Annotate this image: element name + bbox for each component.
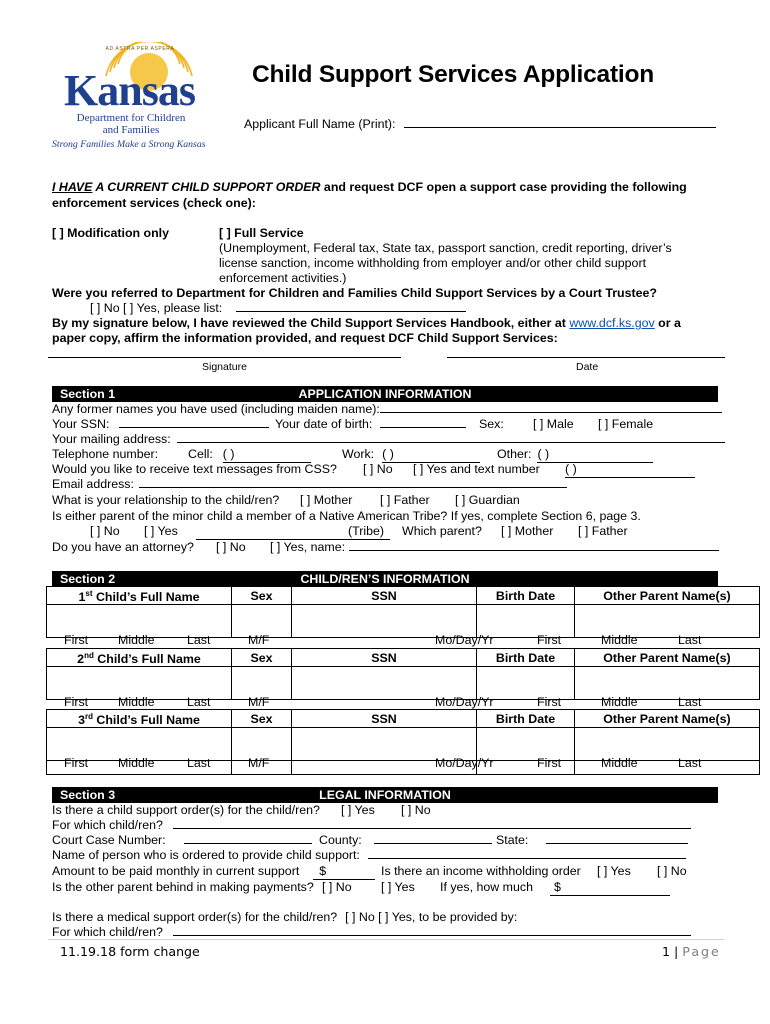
case-number-field[interactable]	[184, 833, 312, 844]
court-trustee-options	[90, 301, 466, 316]
child3-birth-header: Birth Date	[477, 710, 575, 728]
full-service-desc2: license sanction, income withholding from employer and/or other child support	[219, 256, 647, 270]
monthly-amount-field[interactable]	[313, 864, 375, 880]
section3-title: LEGAL INFORMATION	[319, 788, 451, 802]
logo-tagline: Strong Families Make a Strong Kansas	[52, 139, 206, 150]
for-which-children-field[interactable]	[173, 818, 691, 829]
tribe-no[interactable]: [ ] No	[90, 524, 120, 538]
court-trustee-question: Were you referred to Department for Children and Families Child Support Services by a Court Trustee?	[52, 286, 657, 300]
mailing-field[interactable]	[177, 432, 725, 443]
for-which-children-label: For which child/ren?	[52, 818, 163, 832]
child2-name-header: 2nd Child’s Full Name	[47, 649, 232, 667]
withholding-no[interactable]: [ ] No	[657, 864, 687, 878]
child2-mdy-hint: Mo/Day/Yr	[435, 695, 494, 709]
county-group	[319, 833, 492, 848]
date-line[interactable]	[447, 357, 725, 358]
tribe-question: Is either parent of the minor child a member of a Native American Tribe? If yes, complete Section 6, page 3.	[52, 509, 641, 523]
logo-dept-line2: and Families	[102, 124, 160, 136]
child1-op-middle-hint: Middle	[601, 633, 638, 647]
former-names-row	[52, 402, 722, 417]
email-field[interactable]	[139, 477, 567, 488]
footer-form-date: 11.19.18 form change	[60, 944, 200, 959]
for-which-children-2-row	[52, 925, 691, 940]
other-phone-label: Other:	[497, 447, 532, 461]
logo-arc-text: AD ASTRA PER ASPERA	[105, 46, 175, 52]
child3-other-parent-header: Other Parent Name(s)	[575, 710, 760, 728]
applicant-name-label: Applicant Full Name (Print):	[244, 117, 396, 131]
section3-header	[52, 787, 718, 803]
form-title: Child Support Services Application	[252, 61, 655, 88]
former-names-label: Any former names you have used (including maiden name):	[52, 402, 380, 416]
child3-mf-hint: M/F	[248, 756, 270, 770]
case-number-row	[52, 833, 312, 848]
medical-order-options[interactable]: [ ] No [ ] Yes, to be provided by:	[345, 910, 518, 924]
telephone-label: Telephone number:	[52, 447, 159, 461]
for-which-children-2-label: For which child/ren?	[52, 925, 163, 939]
withholding-question: Is there an income withholding order	[381, 864, 581, 878]
applicant-name-field[interactable]	[404, 117, 716, 128]
attorney-question: Do you have an attorney?	[52, 540, 194, 554]
section2-label: Section 2	[60, 572, 116, 586]
email-label: Email address:	[52, 477, 134, 491]
child2-op-last-hint: Last	[678, 695, 702, 709]
sig-text-b: or a	[654, 316, 681, 330]
other-phone-group	[497, 447, 653, 463]
logo-department	[76, 112, 186, 136]
tribe-field[interactable]	[196, 524, 390, 540]
child2-birth-header: Birth Date	[477, 649, 575, 667]
logo-dept-line1: Department for Children	[76, 112, 186, 124]
tribe-field-label: (Tribe)	[196, 524, 390, 540]
medical-order-text: Is there a medical support order(s) for the child/ren?	[52, 910, 338, 924]
text-messages-no[interactable]: [ ] No	[363, 462, 393, 476]
order-tail: and request DCF open a support case providing the following	[320, 180, 687, 194]
monthly-amount-label: Amount to be paid monthly in current support	[52, 864, 300, 878]
sex-female-option[interactable]: [ ] Female	[598, 417, 654, 431]
child1-header-row	[47, 587, 760, 605]
mailing-label: Your mailing address:	[52, 432, 171, 446]
text-messages-yes[interactable]: [ ] Yes and text number	[413, 462, 540, 476]
order-emphasis: I HAVE	[52, 180, 93, 194]
state-group	[496, 833, 688, 848]
ordered-person-label: Name of person who is ordered to provide child support:	[52, 848, 360, 862]
withholding-yes[interactable]: [ ] Yes	[597, 864, 631, 878]
which-parent-mother[interactable]: [ ] Mother	[501, 524, 554, 538]
child3-op-first-hint: First	[537, 756, 562, 770]
child3-header-row	[47, 710, 760, 728]
work-area-code: ( )	[382, 447, 394, 461]
child1-last-hint: Last	[187, 633, 211, 647]
court-trustee-field[interactable]	[236, 301, 466, 312]
order-rest: A CURRENT CHILD SUPPORT ORDER	[92, 180, 321, 194]
child1-op-first-hint: First	[537, 633, 562, 647]
child2-other-parent-header: Other Parent Name(s)	[575, 649, 760, 667]
child3-op-middle-hint: Middle	[601, 756, 638, 770]
child1-other-parent-header: Other Parent Name(s)	[575, 587, 760, 605]
how-much-label: If yes, how much	[440, 880, 533, 894]
which-parent-father[interactable]: [ ] Father	[578, 524, 628, 538]
work-label: Work:	[342, 447, 375, 461]
child1-first-hint: First	[64, 633, 89, 647]
applicant-name-row	[244, 117, 716, 131]
tribe-yes[interactable]: [ ] Yes	[144, 524, 178, 538]
page-word: Page	[682, 944, 721, 959]
dob-label: Your date of birth:	[275, 417, 373, 431]
text-messages-question: Would you like to receive text messages from CSS?	[52, 462, 337, 476]
which-parent-label: Which parent?	[402, 524, 482, 538]
sex-label: Sex:	[479, 417, 504, 431]
support-order-no[interactable]: [ ] No	[401, 803, 431, 817]
section1-label: Section 1	[60, 387, 116, 401]
dcf-website-link[interactable]: www.dcf.ks.gov	[569, 316, 655, 330]
footer-page-number	[662, 944, 721, 959]
child1-mdy-hint: Mo/Day/Yr	[435, 633, 494, 647]
for-which-children-row	[52, 818, 691, 833]
child1-table	[46, 586, 760, 638]
relationship-mother[interactable]: [ ] Mother	[300, 493, 353, 507]
ssn-field[interactable]	[119, 417, 269, 428]
child2-header-row	[47, 649, 760, 667]
child1-op-last-hint: Last	[678, 633, 702, 647]
child1-birth-header: Birth Date	[477, 587, 575, 605]
county-field[interactable]	[374, 833, 492, 844]
how-much-dollar: $	[550, 880, 670, 896]
monthly-amount-row	[52, 864, 375, 880]
attorney-yes[interactable]: [ ] Yes, name:	[270, 540, 346, 554]
mailing-row	[52, 432, 725, 447]
full-service-desc3: enforcement activities.)	[219, 271, 347, 285]
signature-statement-2: paper copy, affirm the information provided, and request DCF Child Support Services:	[52, 331, 558, 345]
child3-ssn-header: SSN	[292, 710, 477, 728]
child3-name-header: 3rd Child’s Full Name	[47, 710, 232, 728]
former-names-field[interactable]	[380, 402, 722, 413]
child2-ssn-header: SSN	[292, 649, 477, 667]
child2-op-first-hint: First	[537, 695, 562, 709]
child3-mdy-hint: Mo/Day/Yr	[435, 756, 494, 770]
child1-ssn-header: SSN	[292, 587, 477, 605]
order-line2: enforcement services (check one):	[52, 196, 256, 210]
child2-first-hint: First	[64, 695, 89, 709]
signature-line[interactable]	[48, 357, 401, 358]
child2-mf-hint: M/F	[248, 695, 270, 709]
order-statement	[52, 180, 687, 195]
child2-middle-hint: Middle	[118, 695, 155, 709]
relationship-guardian[interactable]: [ ] Guardian	[455, 493, 520, 507]
attorney-name-field[interactable]	[349, 540, 719, 551]
page-number: 1	[662, 944, 671, 959]
sex-male-option[interactable]: [ ] Male	[533, 417, 574, 431]
court-trustee-checkboxes[interactable]: [ ] No [ ] Yes, please list:	[90, 301, 223, 315]
state-label: State:	[496, 833, 529, 847]
for-which-children-2-field[interactable]	[173, 925, 691, 936]
behind-payments-yes[interactable]: [ ] Yes	[381, 880, 415, 894]
signature-statement-1	[52, 316, 681, 331]
behind-payments-no[interactable]: [ ] No	[322, 880, 352, 894]
signature-label: Signature	[202, 361, 247, 373]
child1-sex-header: Sex	[232, 587, 292, 605]
ssn-label: Your SSN:	[52, 417, 110, 431]
attorney-yes-group	[270, 540, 719, 555]
medical-order-question	[52, 910, 517, 925]
cell-label: Cell:	[188, 447, 213, 461]
child3-op-last-hint: Last	[678, 756, 702, 770]
email-row	[52, 477, 567, 492]
footer-divider	[48, 939, 724, 940]
monthly-amount-dollar: $	[319, 864, 327, 878]
ordered-person-field[interactable]	[368, 848, 686, 859]
attorney-no[interactable]: [ ] No	[216, 540, 246, 554]
state-field[interactable]	[546, 833, 688, 844]
child3-first-hint: First	[64, 756, 89, 770]
work-field[interactable]	[382, 447, 480, 463]
behind-payments-question: Is the other parent behind in making payments?	[52, 880, 314, 894]
relationship-question: What is your relationship to the child/ren?	[52, 493, 280, 507]
page-separator: |	[674, 944, 679, 959]
text-number-field[interactable]	[565, 462, 695, 478]
full-service-desc1: (Unemployment, Federal tax, State tax, passport sanction, credit reporting, driver’s	[219, 241, 672, 255]
section2-header	[52, 571, 718, 587]
work-group	[342, 447, 480, 463]
child3-sex-header: Sex	[232, 710, 292, 728]
modification-only-option[interactable]: [ ] Modification only	[52, 226, 170, 240]
dob-group	[275, 417, 466, 432]
other-phone-field[interactable]	[537, 447, 653, 463]
dob-field[interactable]	[380, 417, 466, 428]
ssn-row	[52, 417, 269, 432]
cell-group	[188, 447, 311, 463]
section1-title: APPLICATION INFORMATION	[298, 387, 472, 401]
case-number-label: Court Case Number:	[52, 833, 166, 847]
how-much-field[interactable]	[550, 880, 670, 896]
child1-mf-hint: M/F	[248, 633, 270, 647]
child3-middle-hint: Middle	[118, 756, 155, 770]
support-order-question: Is there a child support order(s) for the child/ren?	[52, 803, 320, 817]
logo-wordmark: Kansas	[64, 66, 195, 115]
support-order-yes[interactable]: [ ] Yes	[341, 803, 375, 817]
section2-title: CHILD/REN’S INFORMATION	[300, 572, 470, 586]
child2-sex-header: Sex	[232, 649, 292, 667]
relationship-father[interactable]: [ ] Father	[380, 493, 430, 507]
dcf-logo	[52, 42, 222, 154]
full-service-option[interactable]: [ ] Full Service	[219, 226, 304, 240]
child2-last-hint: Last	[187, 695, 211, 709]
child2-op-middle-hint: Middle	[601, 695, 638, 709]
county-label: County:	[319, 833, 362, 847]
other-area-code: ( )	[537, 447, 550, 461]
cell-area-code: ( )	[222, 447, 235, 461]
cell-field[interactable]	[223, 447, 311, 463]
date-label: Date	[576, 361, 599, 373]
child3-last-hint: Last	[187, 756, 211, 770]
section1-header	[52, 386, 718, 402]
sig-text-a: By my signature below, I have reviewed the Child Support Services Handbook, either at	[52, 316, 570, 330]
child1-middle-hint: Middle	[118, 633, 155, 647]
child1-name-header: 1st Child’s Full Name	[47, 587, 232, 605]
ordered-person-row	[52, 848, 686, 863]
text-number-area-code: ( )	[565, 462, 695, 478]
section3-label: Section 3	[60, 788, 116, 802]
child2-table	[46, 648, 760, 700]
